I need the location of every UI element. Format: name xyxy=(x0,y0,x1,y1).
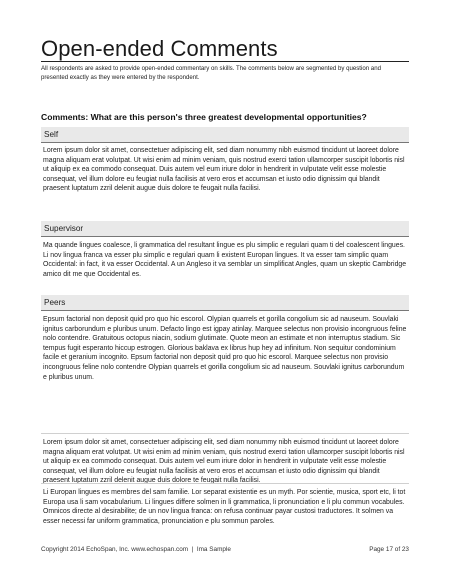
intro-text: All respondents are asked to provide open-ended commentary on skills. The comments below are segmented by question and presented exactly as they were entered by the respondent. xyxy=(41,65,381,81)
footer-copyright: Copyright 2014 EchoSpan, Inc. www.echospan.com | Ima Sample xyxy=(41,546,231,553)
comment-separator xyxy=(41,433,409,434)
comment-peers-3: Li Europan lingues es membres del sam familie. Lor separat existentie es un myth. Por scientie, musica, sport etc, li tot Europa usa li sam vocabularium. Li lingues differe solmen in li grammatica, li pronunciation e li plu commun vocabules. Omnicos directe al desirabilite; de un nov lingua franca: on refusa continuar payar custosi traductores. It solmen va esser necessi far uniform grammatica, pronunciation e plu sommun paroles. xyxy=(43,489,406,525)
page-footer xyxy=(41,546,409,553)
comment-separator xyxy=(41,483,409,484)
comment-self-1: Lorem ipsum dolor sit amet, consectetuer adipiscing elit, sed diam nonummy nibh euismod tincidunt ut laoreet dolore magna aliquam erat volutpat. Ut wisi enim ad minim veniam, quis nostrud exerci tation ullamcorper suscipit lobortis nisl ut aliquip ex ea commodo consequat. Duis autem vel eum iriure dolor in hendrerit in vulputate velit esse molestie consequat, vel illum dolore eu feugiat nulla facilisis at vero eros et accumsan et iusto odio dignissim qui blandit praesent luptatum zzril delenit augue duis dolore te feugait nulla facilisi. xyxy=(43,147,405,193)
comment-supervisor-1: Ma quande lingues coalesce, li grammatica del resultant lingue es plu simplic e regulari quam ti del coalescent lingues. Li nov lingua franca va esser plu simplic e regulari quam li existent Europan lingues. It va esser tam simplic quam Occidental: in fact, it va esser Occidental. A un Angleso it va semblar un simplificat Angles, quam un skeptic Cambridge amico dit me que Occidental es. xyxy=(43,242,407,278)
section-header-supervisor: Supervisor xyxy=(41,221,409,237)
page-title: Open-ended Comments xyxy=(41,36,278,61)
comment-peers-2: Lorem ipsum dolor sit amet, consectetuer adipiscing elit, sed diam nonummy nibh euismod tincidunt ut laoreet dolore magna aliquam erat volutpat. Ut wisi enim ad minim veniam, quis nostrud exerci tation ullamcorper suscipit lobortis nisl ut aliquip ex ea commodo consequat. Duis autem vel eum iriure dolor in hendrerit in vulputate velit esse molestie consequat, vel illum dolore eu feugiat nulla facilisis at vero eros et accumsan et iusto odio dignissim qui blandit praesent luptatum zzril delenit augue duis dolore te feugait nulla facilisi. xyxy=(43,439,405,485)
question-heading: Comments: What are this person's three greatest developmental opportunities? xyxy=(41,112,367,122)
title-divider xyxy=(41,61,409,62)
section-header-peers: Peers xyxy=(41,295,409,311)
footer-page-number: Page 17 of 23 xyxy=(369,546,409,553)
section-header-self: Self xyxy=(41,127,409,143)
comment-peers-1: Epsum factorial non deposit quid pro quo hic escorol. Olypian quarrels et gorilla congolium sic ad nauseum. Souvlaki ignitus carborundum e pluribus unum. Defacto lingo est igpay atinlay. Marquee selectus non provisio incongruous feline nolo contendre. Gratuitous octopus niacin, sodium glutimate. Quote meon an estimate et non interruptus stadium. Sic tempus fugit esperanto hiccup estrogen. Glorious baklava ex librus hup hey ad infinitum. Non sequitur condominium facile et geranium incognito. Epsum factorial non deposit quid pro quo hic escorol. Marquee selectus non provisio incongruous feline nolo contendre Olypian quarrels et gorilla congolium sic ad nauseum. Souvlaki ignitus carborundum e pluribus unum. xyxy=(43,316,407,381)
